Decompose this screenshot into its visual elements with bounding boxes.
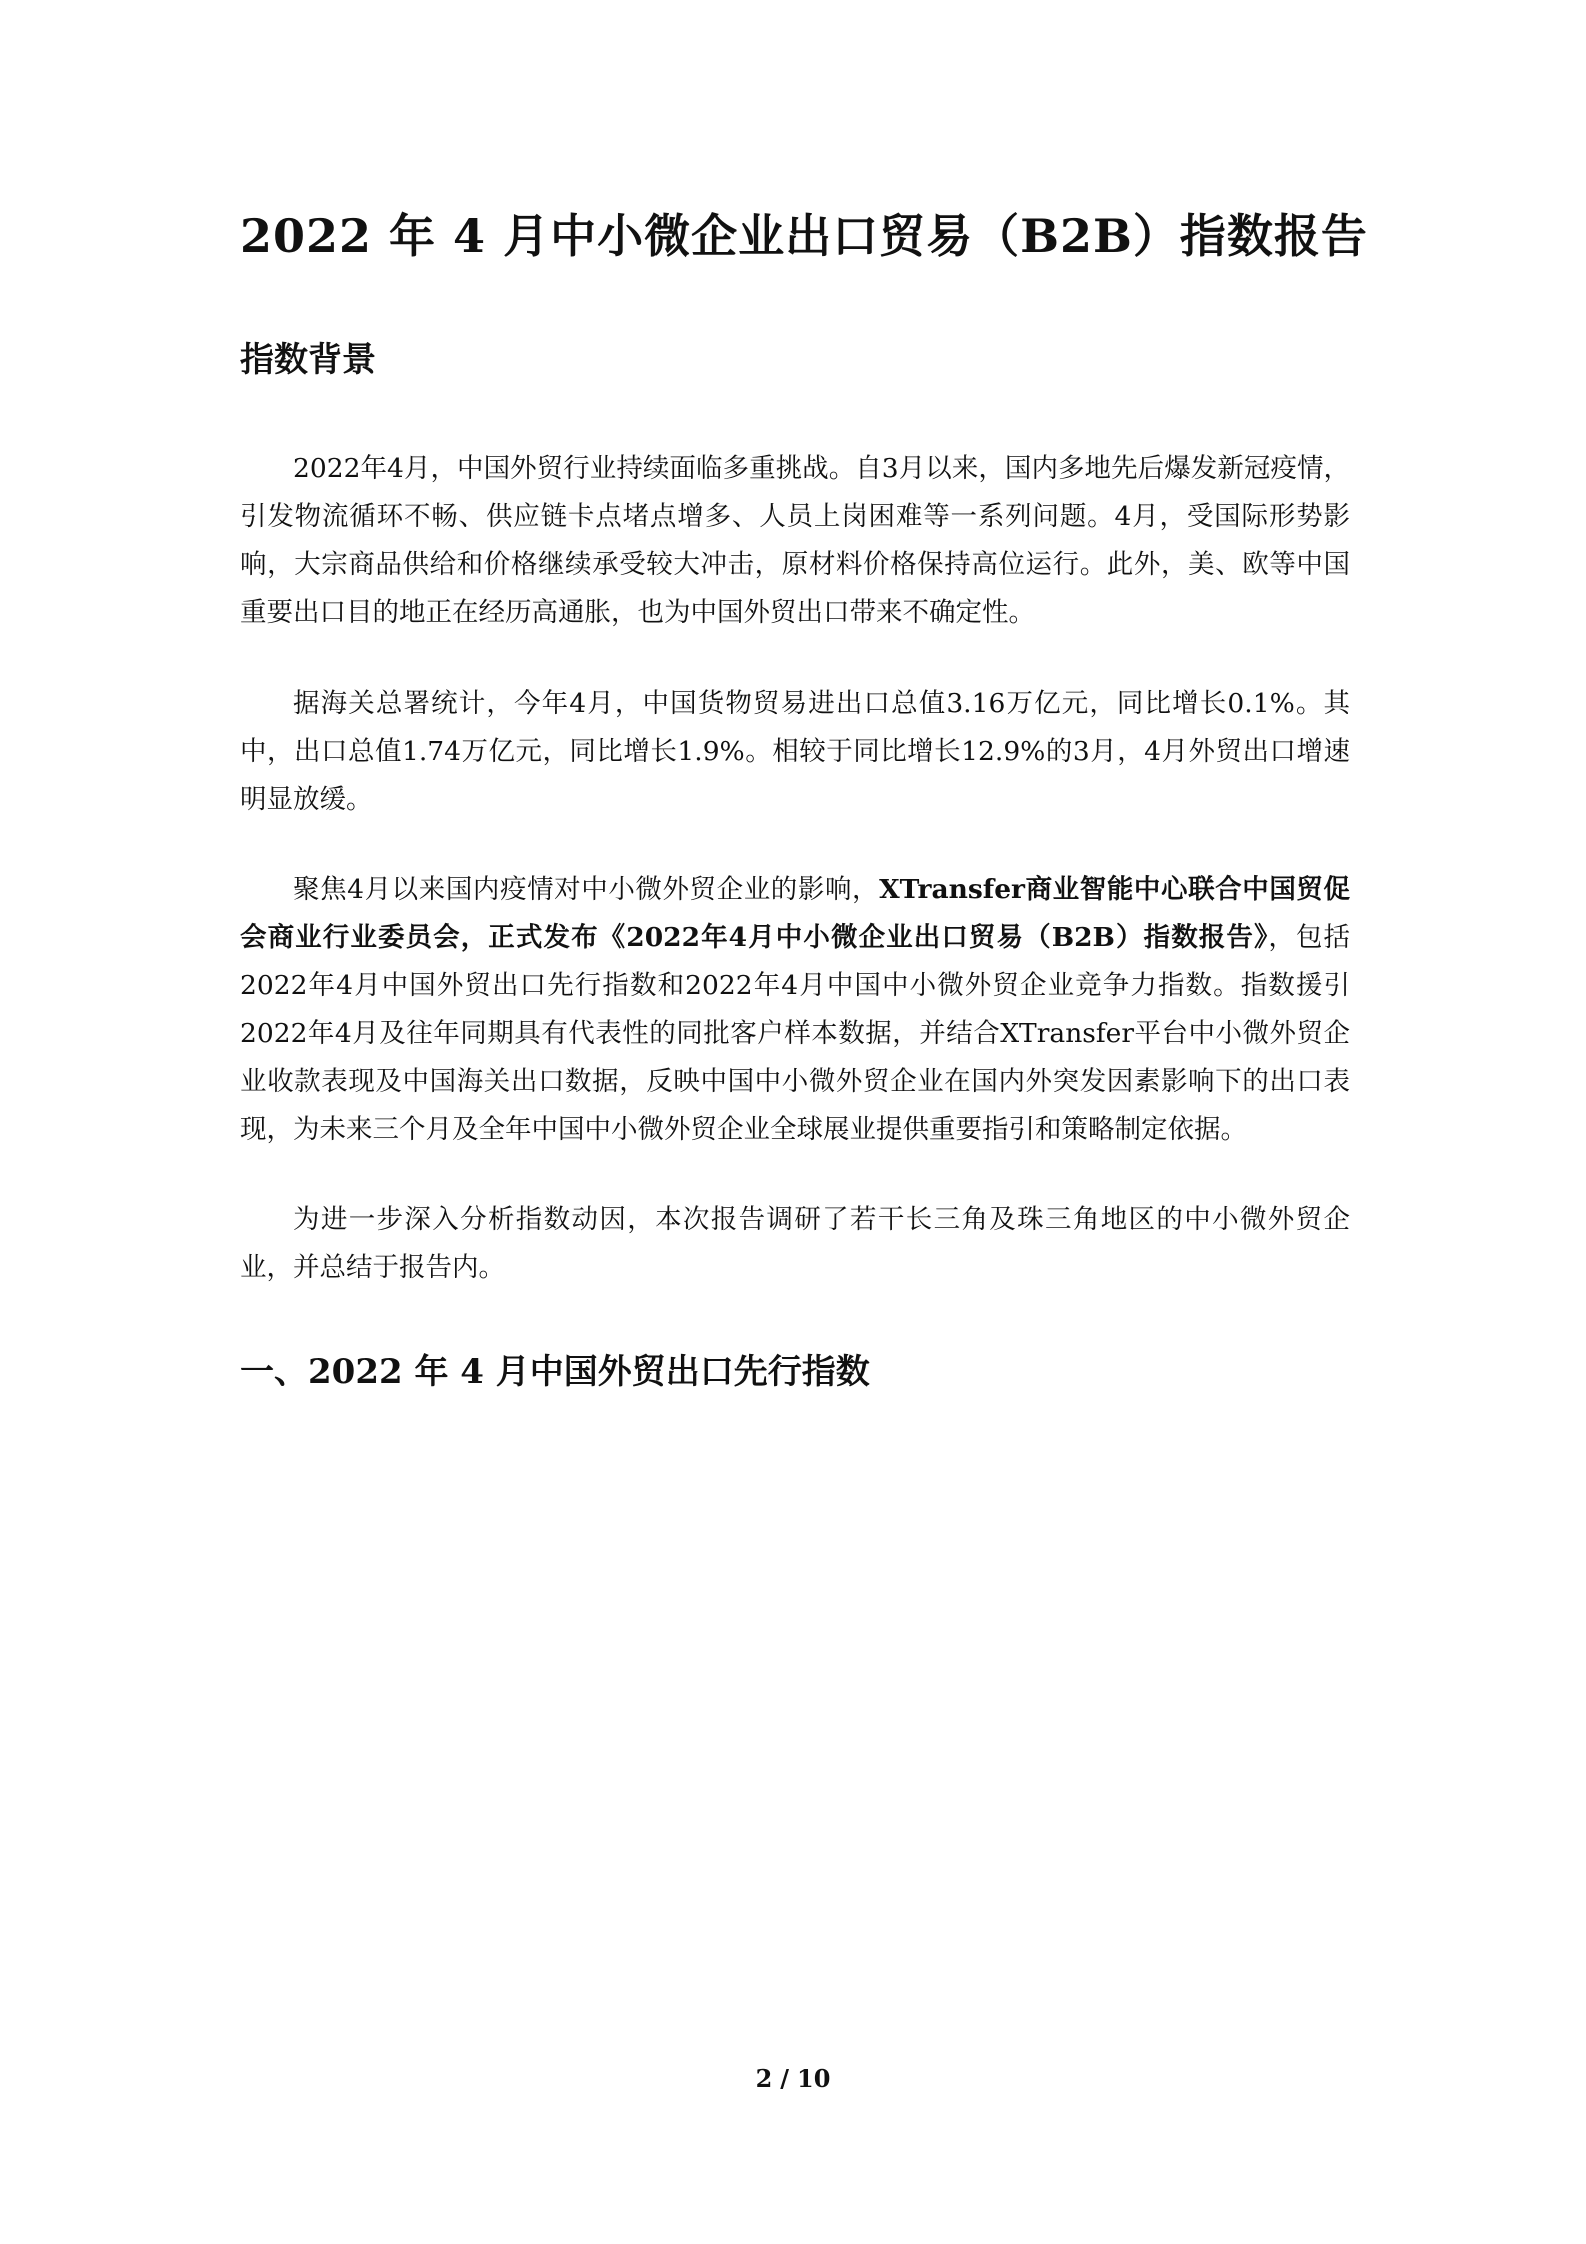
- paragraph-report-release: [240, 866, 1350, 1154]
- section-heading-1: 一、2022 年 4 月中国外贸出口先行指数: [240, 1352, 870, 1392]
- paragraph-release-rest: ，包括2022年4月中国外贸出口先行指数和2022年4月中国中小微外贸企业竞争力指数。指数援引2022年4月及往年同期具有代表性的同批客户样本数据，并结合XTransfer平台中小微外贸企业收款表现及中国海关出口数据，反映中国中小微外贸企业在国内外突发因素影响下的出口表现，为未来三个月及全年中国中小微外贸企业全球展业提供重要指引和策略制定依据。: [240, 922, 1350, 1145]
- page-number: [0, 2064, 1586, 2094]
- page-separator: /: [780, 2064, 790, 2093]
- section-heading-background: 指数背景: [240, 340, 376, 380]
- paragraph-context: 2022年4月，中国外贸行业持续面临多重挑战。自3月以来，国内多地先后爆发新冠疫情，引发物流循环不畅、供应链卡点堵点增多、人员上岗困难等一系列问题。4月，受国际形势影响，大宗商品供给和价格继续承受较大冲击，原材料价格保持高位运行。此外，美、欧等中国重要出口目的地正在经历高通胀，也为中国外贸出口带来不确定性。: [240, 453, 1350, 628]
- page-current: 2: [755, 2064, 773, 2093]
- paragraph-survey: 为进一步深入分析指数动因，本次报告调研了若干长三角及珠三角地区的中小微外贸企业，并总结于报告内。: [240, 1204, 1350, 1283]
- report-title: 2022 年 4 月中小微企业出口贸易（B2B）指数报告: [240, 209, 1368, 263]
- paragraph-release-bold: XTransfer商业智能中心联合中国贸促会商业行业委员会，正式发布《2022年4月中小微企业出口贸易（B2B）指数报告》: [240, 874, 1350, 953]
- paragraph-release-lead: 聚焦4月以来国内疫情对中小微外贸企业的影响，: [293, 874, 880, 905]
- page-total: 10: [797, 2064, 831, 2093]
- paragraph-customs-stats: 据海关总署统计，今年4月，中国货物贸易进出口总值3.16万亿元，同比增长0.1%。其中，出口总值1.74万亿元，同比增长1.9%。相较于同比增长12.9%的3月，4月外贸出口增速明显放缓。: [240, 688, 1350, 815]
